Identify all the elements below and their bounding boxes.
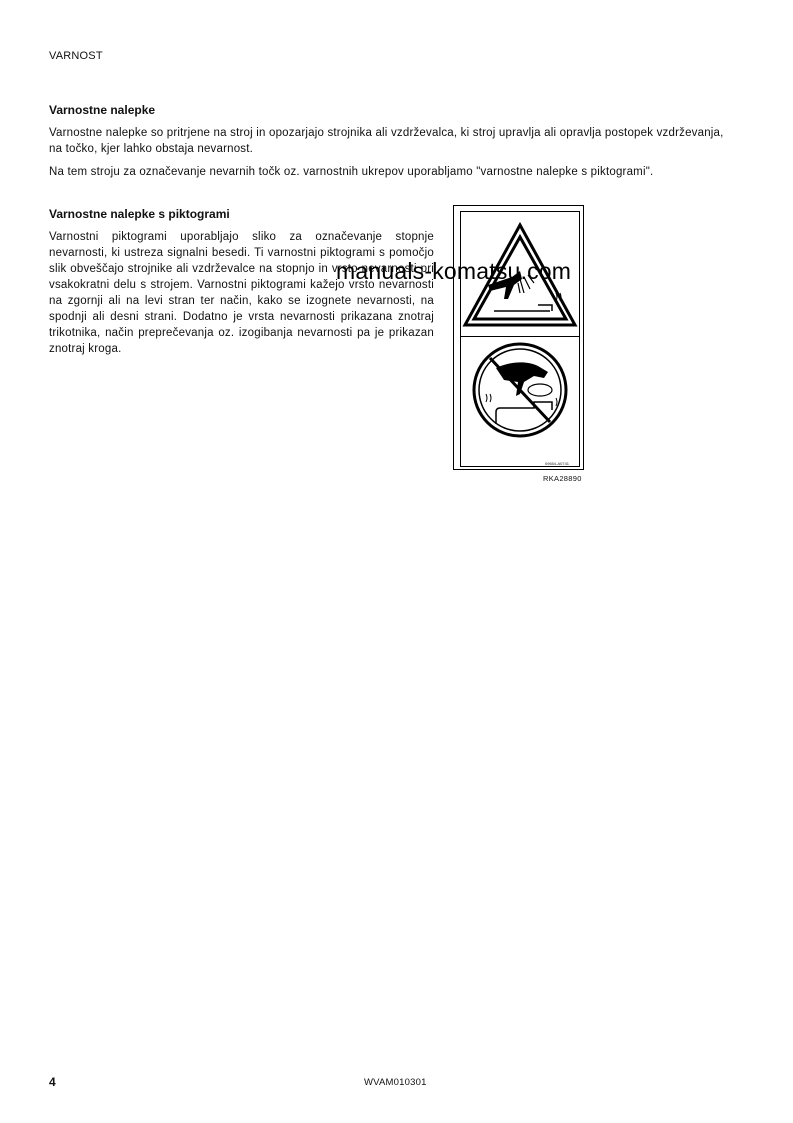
document-code: WVAM010301 [364, 1077, 427, 1088]
section-title-pictogram-labels: Varnostne nalepke s piktogrami [49, 207, 230, 221]
figure-code: RKA28890 [543, 474, 582, 483]
safety-labels-paragraph-2: Na tem stroju za označevanje nevarnih točk oz. varnostnih ukrepov uporabljamo "varnostne nalepke s piktogrami". [49, 166, 654, 178]
do-not-touch-hot-surface-prohibition-icon [460, 338, 580, 460]
page-number: 4 [49, 1075, 56, 1089]
watermark: manuals-komatsu.com [336, 258, 572, 284]
figure-divider [460, 336, 580, 337]
section-header: VARNOST [49, 50, 103, 62]
section-title-safety-labels: Varnostne nalepke [49, 103, 156, 117]
pictogram-labels-paragraph: Varnostni piktogrami uporabljajo sliko za označevanje stopnje nevarnosti, ki ustreza signalni besedi. Ti varnostni piktogrami s pomočjo slik obveščajo strojnike ali vzdrževalce na stopnjo in vrsto nevarnosti pri vsakokratni delu s strojem. Varnostni piktogrami kažejo vrsto nevarnosti na zgornji ali na levi stran ter način, kako se izognete nevarnosti, na spodnji ali desni strani. Dodatno je vrsta nevarnosti prikazana znotraj trikotnika, način preprečevanja oz. izogibanja nevarnosti pa je prikazan znotraj kroga. [49, 231, 434, 355]
safety-labels-paragraph-1: Varnostne nalepke so pritrjene na stroj in opozarjajo strojnika ali vzdrževalca, ki stroj upravlja ali opravlja postopek vzdrževanja, na točko, kjer lahko obstaja nevarnost. [49, 127, 724, 155]
figure-small-label: 09654-A0741 [545, 461, 570, 466]
